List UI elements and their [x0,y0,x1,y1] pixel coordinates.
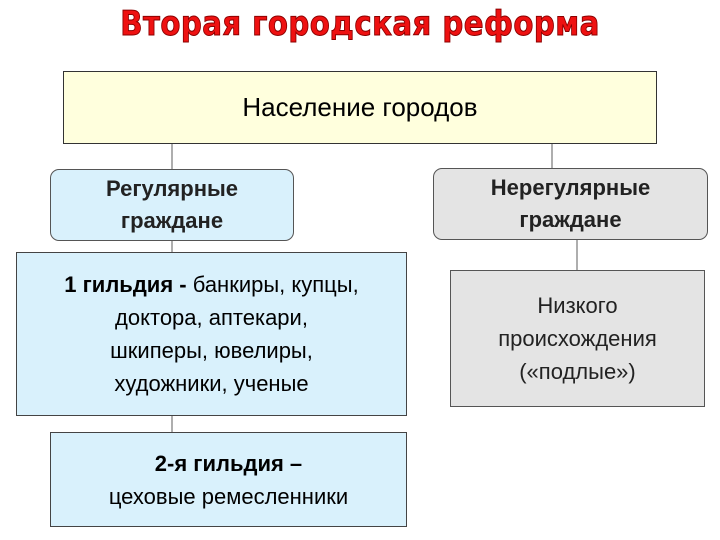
first-guild-line3: шкиперы, ювелиры, [110,338,313,363]
second-guild-line1: 2-я гильдия – [154,450,303,476]
irregular-citizens-line1: Нерегулярные [490,175,651,200]
page-title: Вторая городская реформа [120,4,600,44]
low-origin-line3: («подлые») [519,359,636,384]
root-node-city-population [63,71,657,144]
first-guild-lead: 1 гильдия - [64,272,187,297]
regular-citizens-line2: граждане [120,208,224,233]
regular-citizens-line1: Регулярные [105,176,239,201]
node-low-origin [450,270,705,407]
first-guild-line1-rest: банкиры, купцы, [186,272,359,297]
irregular-citizens-line2: граждане [519,207,622,232]
node-regular-citizens [50,169,294,241]
low-origin-line2: происхождения [498,326,657,351]
low-origin-line1: Низкого [537,293,618,318]
second-guild-line2: цеховые ремесленники [108,483,349,509]
node-second-guild [50,432,407,527]
first-guild-line2: доктора, аптекари, [115,305,308,330]
first-guild-line4: художники, ученые [114,371,309,396]
node-irregular-citizens [433,168,708,240]
root-node-label: Население городов [242,92,478,122]
node-first-guild [16,252,407,416]
first-guild-line1 [64,268,358,301]
